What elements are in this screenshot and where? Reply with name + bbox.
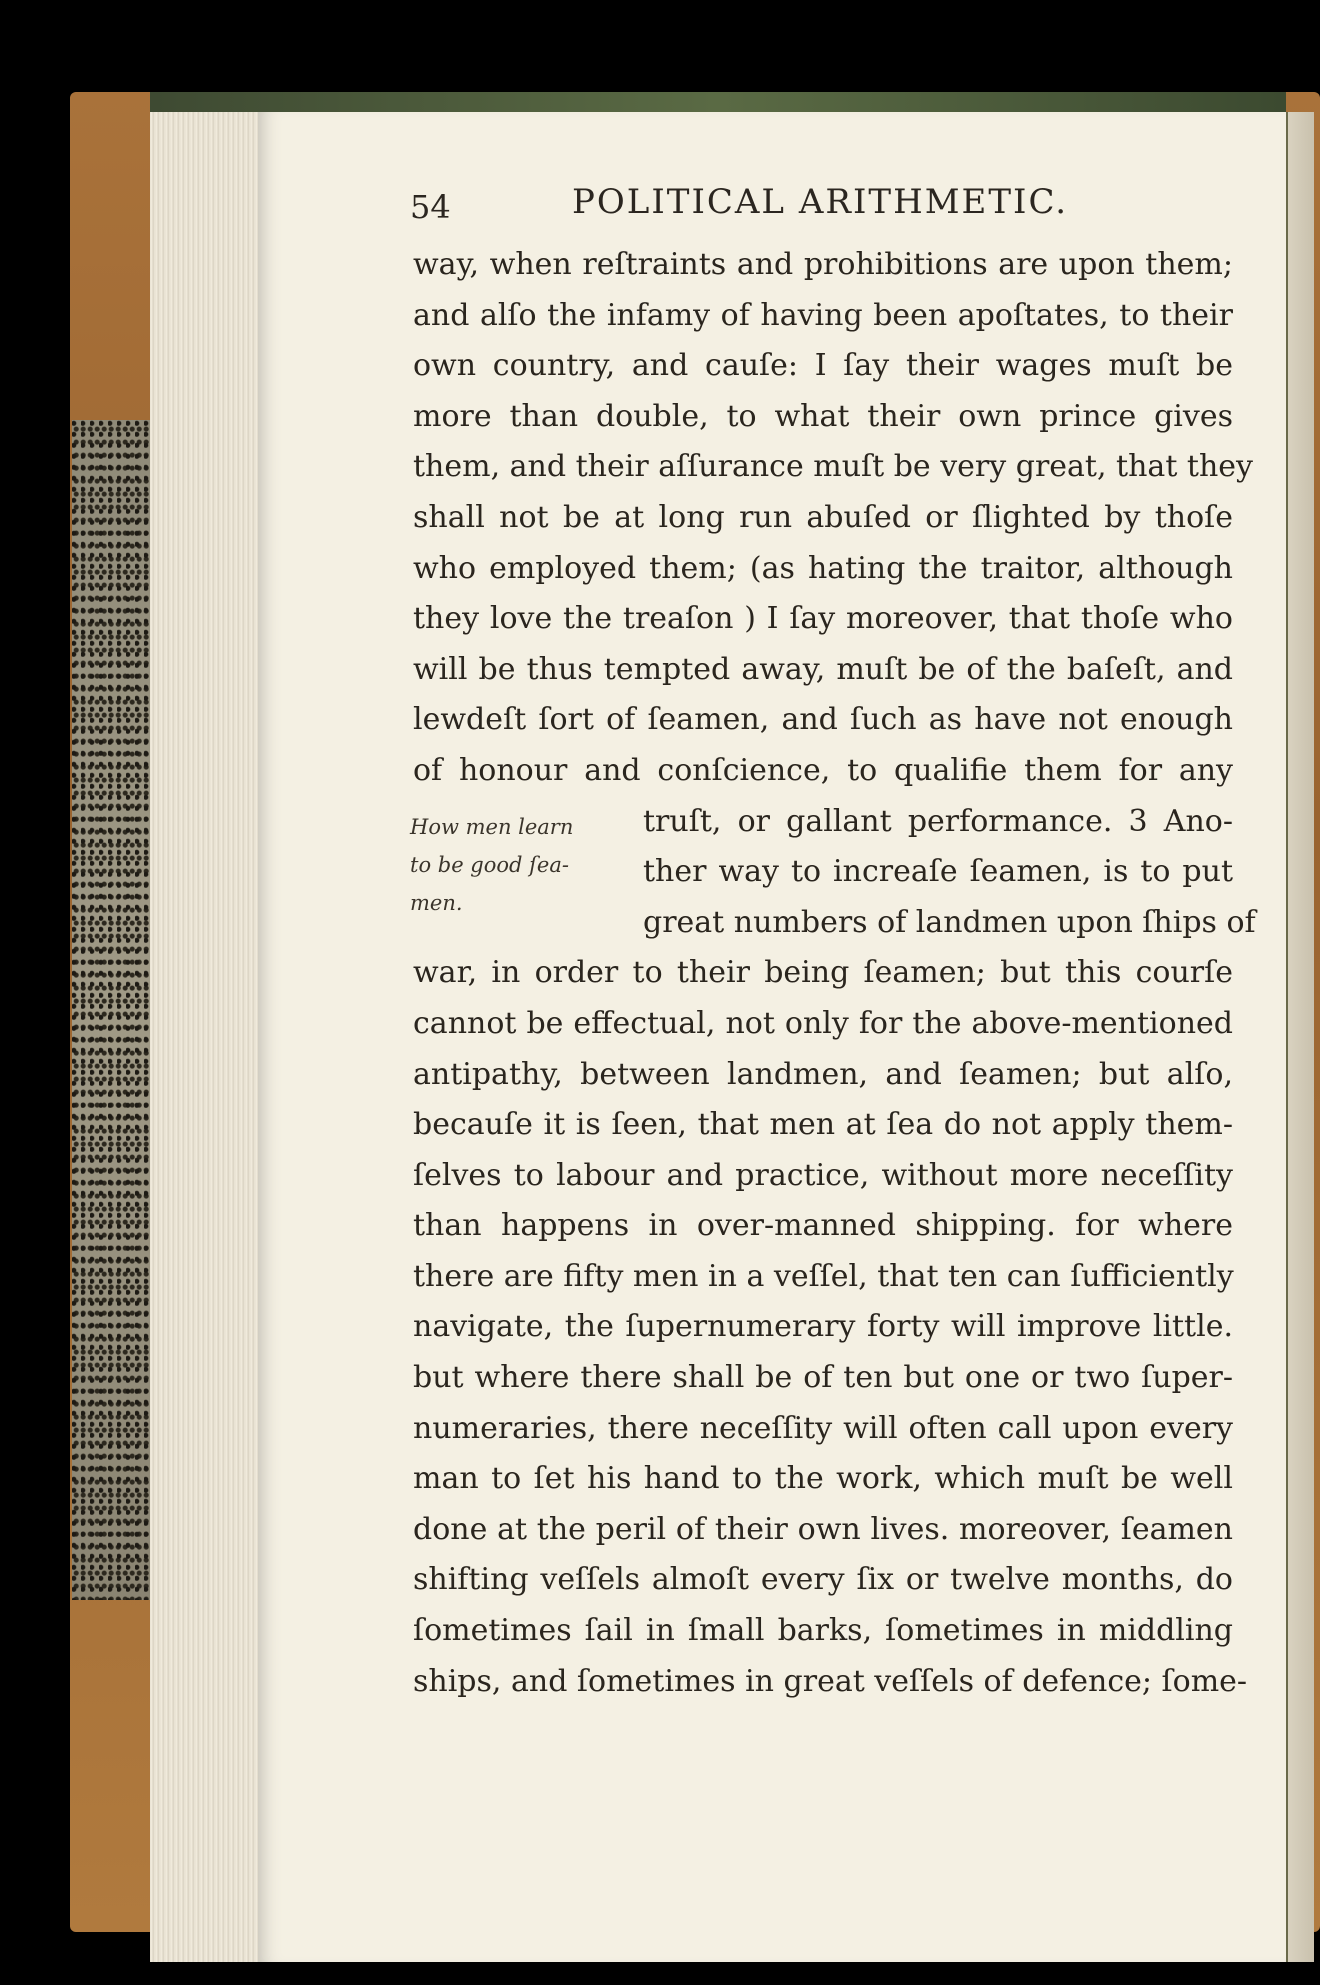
text-line: who employed them; (as hating the traitor, although xyxy=(413,550,1233,586)
text-line: ther way to increaſe ſeamen, is to put xyxy=(643,854,1233,890)
marginal-note-line: men. xyxy=(410,891,463,915)
text-line: and alſo the infamy of having been apoſtates, to their xyxy=(413,297,1233,333)
facing-page-edge xyxy=(1286,112,1314,1962)
text-line: done at the peril of their own lives. moreover, ſeamen xyxy=(413,1511,1233,1547)
top-binding-band xyxy=(150,92,1286,112)
text-line: numeraries, there neceſſity will often call upon every xyxy=(413,1410,1233,1446)
text-line: own country, and cauſe: I ſay their wages muſt be xyxy=(413,348,1233,384)
text-line: antipathy, between landmen, and ſeamen; but alſo, xyxy=(413,1056,1233,1092)
text-line: there are fifty men in a veſſel, that ten can ſufficiently xyxy=(413,1258,1234,1294)
page-number: 54 xyxy=(410,188,451,226)
text-line: they love the treaſon ) I ſay moreover, that thoſe who xyxy=(413,601,1233,637)
text-line: becauſe it is ſeen, that men at ſea do not apply them- xyxy=(413,1107,1233,1143)
text-line: war, in order to their being ſeamen; but this courſe xyxy=(413,955,1233,991)
text-line: shifting veſſels almoſt every ſix or twelve months, do xyxy=(413,1562,1233,1598)
text-line: navigate, the ſupernumerary forty will improve little. xyxy=(413,1309,1233,1345)
text-line: great numbers of landmen upon ſhips of xyxy=(643,904,1256,940)
body-text xyxy=(413,240,1256,1707)
text-line: more than double, to what their own prince gives xyxy=(413,398,1233,434)
marginal-note-line: How men learn xyxy=(410,815,574,839)
text-line: cannot be effectual, not only for the above-mentioned xyxy=(413,1005,1233,1041)
text-line: way, when reſtraints and prohibitions are upon them; xyxy=(413,247,1233,282)
text-line: shall not be at long run abuſed or ſlighted by thoſe xyxy=(413,499,1233,535)
text-line: ſometimes ſail in ſmall barks, ſometimes in middling xyxy=(413,1613,1233,1649)
text-line: than happens in over-manned shipping. for where xyxy=(413,1208,1233,1244)
text-line: truſt, or gallant performance. 3 Ano- xyxy=(643,803,1233,839)
page-edges xyxy=(150,112,261,1962)
marginal-note-line: to be good ſea- xyxy=(410,853,569,877)
running-title: POLITICAL ARITHMETIC. xyxy=(572,182,1069,222)
text-line: ſelves to labour and practice, without more neceſſity xyxy=(413,1157,1233,1193)
text-line: but where there shall be of ten but one or two ſuper- xyxy=(413,1360,1233,1396)
running-head xyxy=(410,182,1250,234)
text-line: will be thus tempted away, muſt be of the baſeſt, and xyxy=(413,651,1233,687)
text-line: ships, and ſometimes in great veſſels of defence; ſome- xyxy=(413,1663,1248,1699)
text-line: of honour and conſcience, to qualifie them for any xyxy=(413,752,1233,788)
text-line: man to ſet his hand to the work, which muſt be well xyxy=(413,1461,1233,1497)
text-line: them, and their aſſurance muſt be very great, that they xyxy=(413,449,1253,485)
text-line: lewdeſt ſort of ſeamen, and ſuch as have not enough xyxy=(413,702,1233,738)
